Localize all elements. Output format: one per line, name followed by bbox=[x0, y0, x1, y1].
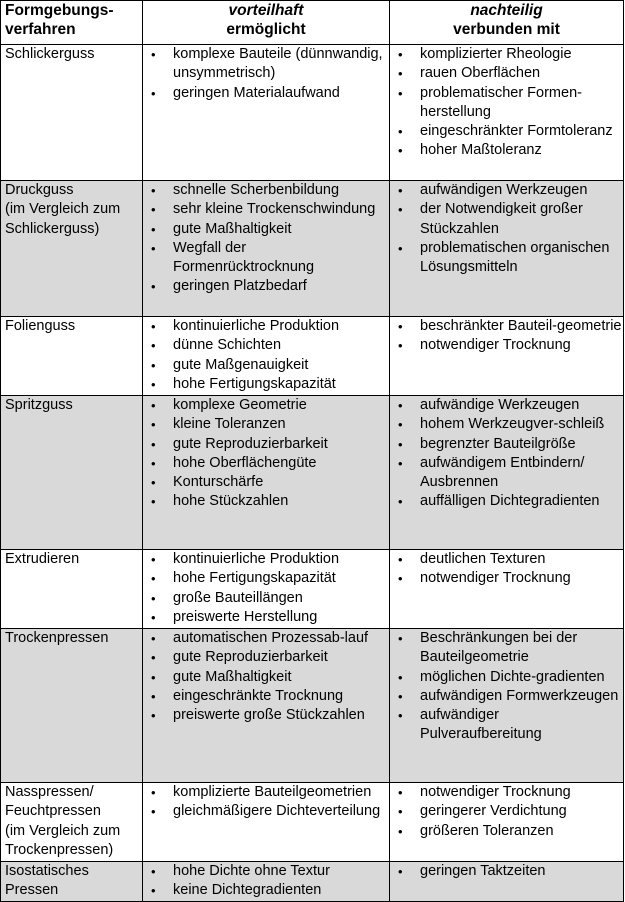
disadvantages-list bbox=[394, 181, 623, 277]
disadvantage-item: • hohem Werkzeugver-schleiß bbox=[394, 415, 623, 434]
advantages-cell bbox=[143, 862, 390, 902]
advantage-item: • geringen Platzbedarf bbox=[147, 277, 389, 296]
advantage-item: • sehr kleine Trockenschwindung bbox=[147, 200, 389, 219]
table-row bbox=[1, 317, 624, 396]
disadvantage-item: • rauen Oberflächen bbox=[394, 64, 623, 83]
method-name: Trockenpressen bbox=[5, 630, 109, 646]
advantage-item: • schnelle Scherbenbildung bbox=[147, 181, 389, 200]
disadvantages-list bbox=[394, 550, 623, 589]
advantage-item: • dünne Schichten bbox=[147, 336, 389, 355]
advantage-item: • preiswerte große Stückzahlen bbox=[147, 706, 389, 725]
table-row bbox=[1, 181, 624, 317]
disadvantage-item: • geringen Taktzeiten bbox=[394, 862, 623, 881]
method-name: Spritzguss bbox=[5, 397, 73, 413]
advantage-item: • große Bauteillängen bbox=[147, 589, 389, 608]
method-cell bbox=[1, 396, 143, 550]
method-cell bbox=[1, 181, 143, 317]
advantage-item: • keine Dichtegradienten bbox=[147, 881, 389, 900]
disadvantages-cell bbox=[390, 783, 624, 862]
advantage-item: • preiswerte Herstellung bbox=[147, 608, 389, 627]
table-row bbox=[1, 45, 624, 181]
method-name: Folienguss bbox=[5, 318, 76, 334]
advantage-item: • hohe Dichte ohne Textur bbox=[147, 862, 389, 881]
disadvantage-item: • aufwändiger Pulveraufbereitung bbox=[394, 706, 623, 745]
advantages-cell bbox=[143, 181, 390, 317]
disadvantage-item: • der Notwendigkeit großer Stückzahlen bbox=[394, 200, 623, 239]
advantages-cell bbox=[143, 783, 390, 862]
disadvantage-item: • eingeschränkter Formtoleranz bbox=[394, 122, 623, 141]
advantages-cell bbox=[143, 396, 390, 550]
disadvantages-list bbox=[394, 45, 623, 161]
table-row bbox=[1, 396, 624, 550]
disadvantage-item: • aufwändige Werkzeugen bbox=[394, 396, 623, 415]
disadvantages-cell bbox=[390, 550, 624, 629]
disadvantage-item: • auffälligen Dichtegradienten bbox=[394, 492, 623, 511]
advantage-item: • hohe Fertigungskapazität bbox=[147, 569, 389, 588]
table-row bbox=[1, 862, 624, 902]
advantage-item: • hohe Fertigungskapazität bbox=[147, 375, 389, 394]
table-row bbox=[1, 629, 624, 783]
header-disadvantages-title: nachteilig bbox=[470, 2, 543, 19]
header-disadvantages-subtitle: verbunden mit bbox=[453, 21, 560, 38]
advantage-item: • eingeschränkte Trocknung bbox=[147, 687, 389, 706]
method-name: Extrudieren bbox=[5, 551, 80, 567]
advantage-item: • komplexe Geometrie bbox=[147, 396, 389, 415]
advantages-cell bbox=[143, 550, 390, 629]
disadvantages-cell bbox=[390, 317, 624, 396]
header-row bbox=[1, 1, 624, 45]
advantage-item: • Wegfall der Formenrücktrocknung bbox=[147, 239, 389, 278]
advantages-list bbox=[147, 45, 389, 103]
method-name: Schlickerguss bbox=[5, 46, 95, 62]
advantage-item: • gute Maßhaltigkeit bbox=[147, 668, 389, 687]
advantage-item: • kontinuierliche Produktion bbox=[147, 550, 389, 569]
advantage-item: • hohe Stückzahlen bbox=[147, 492, 389, 511]
advantage-item: • kontinuierliche Produktion bbox=[147, 317, 389, 336]
header-advantages-title: vorteilhaft bbox=[228, 2, 304, 19]
advantages-list bbox=[147, 550, 389, 627]
advantages-cell bbox=[143, 629, 390, 783]
advantage-item: • kleine Toleranzen bbox=[147, 415, 389, 434]
disadvantages-list bbox=[394, 317, 623, 356]
advantage-item: • gleichmäßigere Dichteverteilung bbox=[147, 802, 389, 821]
disadvantages-cell bbox=[390, 629, 624, 783]
method-cell bbox=[1, 783, 143, 862]
advantages-cell bbox=[143, 317, 390, 396]
disadvantages-list bbox=[394, 629, 623, 745]
method-cell bbox=[1, 45, 143, 181]
advantages-list bbox=[147, 783, 389, 822]
table-row bbox=[1, 783, 624, 862]
header-advantages bbox=[143, 1, 390, 45]
advantage-item: • gute Reproduzierbarkeit bbox=[147, 435, 389, 454]
advantages-cell bbox=[143, 45, 390, 181]
disadvantage-item: • begrenzter Bauteilgröße bbox=[394, 435, 623, 454]
advantages-list bbox=[147, 317, 389, 394]
disadvantage-item: • problematischen organischen Lösungsmitteln bbox=[394, 239, 623, 278]
header-method bbox=[1, 1, 143, 45]
disadvantage-item: • problematischer Formen-herstellung bbox=[394, 84, 623, 123]
advantage-item: • komplizierte Bauteilgeometrien bbox=[147, 783, 389, 802]
header-disadvantages bbox=[390, 1, 624, 45]
disadvantage-item: • hoher Maßtoleranz bbox=[394, 141, 623, 160]
advantage-item: • komplexe Bauteile (dünnwandig, unsymmetrisch) bbox=[147, 45, 389, 84]
advantages-list bbox=[147, 629, 389, 725]
advantage-item: • automatischen Prozessab-lauf bbox=[147, 629, 389, 648]
method-name: Isostatisches Pressen bbox=[5, 863, 89, 899]
advantage-item: • gute Maßgenauigkeit bbox=[147, 356, 389, 375]
method-cell bbox=[1, 550, 143, 629]
disadvantages-cell bbox=[390, 862, 624, 902]
advantage-item: • gute Maßhaltigkeit bbox=[147, 220, 389, 239]
advantages-list bbox=[147, 862, 389, 901]
disadvantages-list bbox=[394, 783, 623, 841]
disadvantages-list bbox=[394, 862, 623, 881]
disadvantage-item: • aufwändigen Formwerkzeugen bbox=[394, 687, 623, 706]
disadvantages-list bbox=[394, 396, 623, 512]
header-method-line2: verfahren bbox=[5, 21, 76, 38]
disadvantage-item: • beschränkter Bauteil-geometrie bbox=[394, 317, 623, 336]
disadvantage-item: • größeren Toleranzen bbox=[394, 822, 623, 841]
header-method-line1: Formgebungs- bbox=[5, 2, 114, 19]
method-cell bbox=[1, 862, 143, 902]
advantages-list bbox=[147, 181, 389, 297]
method-cell bbox=[1, 629, 143, 783]
disadvantage-item: • aufwändigem Entbindern/ Ausbrennen bbox=[394, 454, 623, 493]
header-advantages-subtitle: ermöglicht bbox=[226, 21, 306, 38]
table-row bbox=[1, 550, 624, 629]
disadvantage-item: • geringerer Verdichtung bbox=[394, 802, 623, 821]
disadvantages-cell bbox=[390, 396, 624, 550]
disadvantage-item: • aufwändigen Werkzeugen bbox=[394, 181, 623, 200]
method-name: Druckguss (im Vergleich zum Schlickerguss) bbox=[5, 182, 121, 237]
advantage-item: • Konturschärfe bbox=[147, 473, 389, 492]
disadvantage-item: • Beschränkungen bei der Bauteilgeometrie bbox=[394, 629, 623, 668]
disadvantage-item: • komplizierter Rheologie bbox=[394, 45, 623, 64]
advantage-item: • gute Reproduzierbarkeit bbox=[147, 648, 389, 667]
advantage-item: • hohe Oberflächengüte bbox=[147, 454, 389, 473]
disadvantage-item: • notwendiger Trocknung bbox=[394, 569, 623, 588]
disadvantages-cell bbox=[390, 45, 624, 181]
advantage-item: • geringen Materialaufwand bbox=[147, 84, 389, 103]
disadvantages-cell bbox=[390, 181, 624, 317]
method-cell bbox=[1, 317, 143, 396]
advantages-list bbox=[147, 396, 389, 512]
disadvantage-item: • notwendiger Trocknung bbox=[394, 783, 623, 802]
table-body bbox=[1, 45, 624, 902]
disadvantage-item: • möglichen Dichte-gradienten bbox=[394, 668, 623, 687]
disadvantage-item: • notwendiger Trocknung bbox=[394, 336, 623, 355]
method-name: Nasspressen/ Feuchtpressen (im Vergleich zum Trockenpressen) bbox=[5, 784, 121, 858]
disadvantage-item: • deutlichen Texturen bbox=[394, 550, 623, 569]
